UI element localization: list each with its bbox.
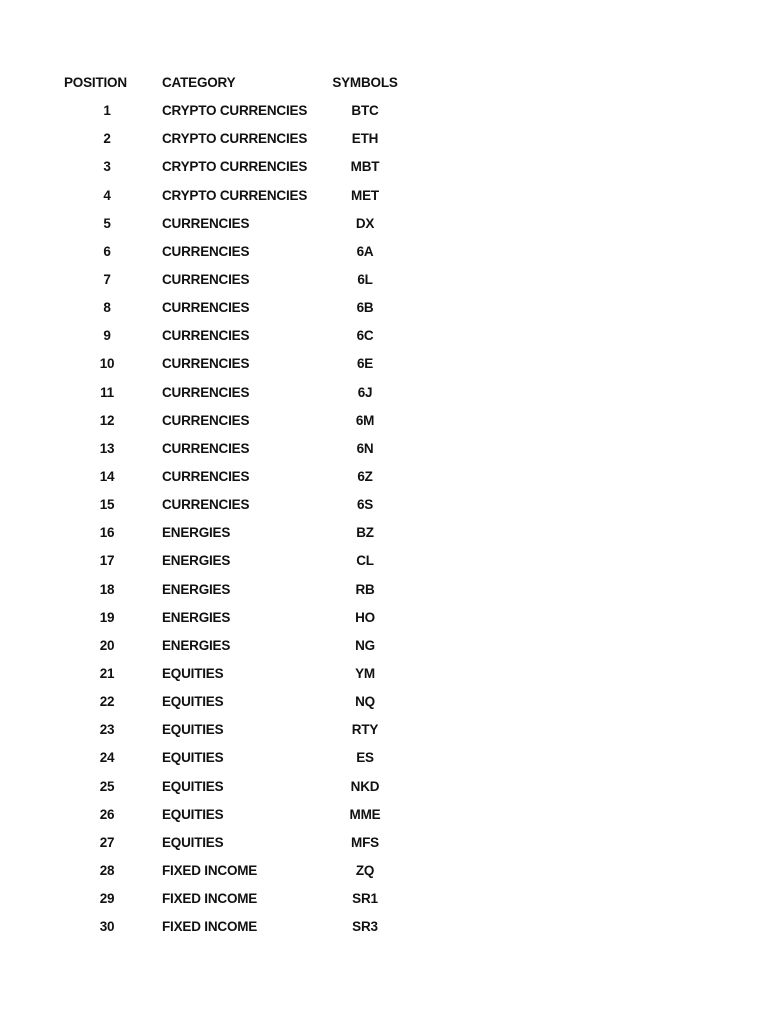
category-cell: CURRENCIES [162,215,250,231]
position-cell: 23 [99,722,115,738]
position-column-header: POSITION [64,75,127,91]
table-row [58,294,400,322]
position-cell: 28 [99,863,115,878]
symbol-cell: 6Z [357,469,373,485]
position-cell: 15 [99,497,115,513]
table-row [58,576,400,604]
table-row [58,913,400,941]
symbol-cell: 6C [356,328,374,344]
table-row [58,857,400,885]
symbol-cell: ETH [351,131,379,147]
category-cell: CRYPTO CURRENCIES [162,131,308,147]
symbol-cell: BTC [351,103,379,119]
category-cell: CURRENCIES [162,412,250,428]
position-cell: 9 [103,328,111,344]
category-cell: EQUITIES [162,834,224,850]
category-cell: EQUITIES [162,778,224,794]
category-cell: ENERGIES [162,525,231,541]
symbol-cell: MFS [351,834,379,850]
category-cell: CRYPTO CURRENCIES [162,187,308,203]
table-row [58,829,400,857]
table-row [58,744,400,772]
symbol-cell: ES [356,750,374,766]
symbol-cell: NQ [355,694,375,710]
position-cell: 25 [99,778,115,794]
header-row [58,69,400,97]
table-row [58,153,400,181]
position-cell: 10 [99,356,115,372]
category-cell: ENERGIES [162,581,231,597]
position-cell: 30 [99,919,115,935]
symbol-cell: SR1 [352,891,378,907]
position-cell: 14 [99,469,115,485]
category-cell: FIXED INCOME [162,919,258,935]
category-cell: CURRENCIES [162,300,250,316]
table-row [58,350,400,378]
table-row [58,210,400,238]
table-row [58,322,400,350]
category-cell: CRYPTO CURRENCIES [162,159,308,175]
category-cell: CURRENCIES [162,272,250,288]
position-cell: 16 [99,525,115,541]
table-row [58,238,400,266]
position-cell: 19 [99,609,115,625]
position-cell: 3 [103,159,111,175]
position-cell: 17 [99,553,115,569]
category-column-header: CATEGORY [162,75,236,91]
category-cell: CURRENCIES [162,384,250,400]
symbol-cell: RB [355,581,375,597]
symbols-column-header: SYMBOLS [332,75,398,91]
category-cell: EQUITIES [162,666,224,682]
symbol-cell: ZQ [355,863,375,878]
table-row [58,660,400,688]
symbol-cell: YM [355,666,375,682]
category-cell: ENERGIES [162,553,231,569]
table-row [58,379,400,407]
symbol-cell: SR3 [352,919,378,935]
category-cell: CURRENCIES [162,356,250,372]
position-cell: 20 [99,637,115,653]
position-cell: 26 [99,806,115,822]
category-cell: ENERGIES [162,637,231,653]
position-cell: 12 [99,412,115,428]
position-cell: 2 [103,131,111,147]
position-cell: 29 [99,891,115,907]
category-cell: CURRENCIES [162,243,250,259]
table-header [58,69,400,97]
category-cell: FIXED INCOME [162,863,258,878]
symbol-cell: CL [356,553,374,569]
table-row [58,519,400,547]
table-row [58,97,400,125]
symbol-cell: HO [355,609,375,625]
symbol-cell: 6N [356,440,374,456]
symbol-cell: MME [349,806,381,822]
category-cell: EQUITIES [162,694,224,710]
category-cell: EQUITIES [162,750,224,766]
table-row [58,463,400,491]
category-cell: CURRENCIES [162,497,250,513]
position-cell: 22 [99,694,115,710]
table-row [58,688,400,716]
category-cell: CURRENCIES [162,469,250,485]
symbol-cell: 6B [356,300,374,316]
position-cell: 24 [99,750,115,766]
table-row [58,632,400,660]
category-cell: CRYPTO CURRENCIES [162,103,308,119]
symbols-table [58,69,400,941]
symbol-cell: NKD [350,778,380,794]
table-row [58,182,400,210]
category-cell: EQUITIES [162,722,224,738]
position-cell: 5 [103,215,111,231]
table-row [58,604,400,632]
symbol-cell: 6A [356,243,374,259]
table-row [58,407,400,435]
category-cell: CURRENCIES [162,440,250,456]
table-row [58,125,400,153]
table-row [58,801,400,829]
table-row [58,716,400,744]
symbol-cell: MBT [350,159,380,175]
symbol-cell: DX [355,215,375,231]
position-cell: 8 [103,300,111,316]
table-row [58,885,400,913]
position-cell: 21 [99,666,115,682]
table-row [58,773,400,801]
category-cell: CURRENCIES [162,328,250,344]
symbol-cell: 6S [356,497,374,513]
position-cell: 27 [99,834,115,850]
symbol-cell: 6J [357,384,373,400]
symbol-cell: NG [355,637,375,653]
position-cell: 11 [100,384,114,400]
symbol-cell: 6M [355,412,375,428]
symbol-cell: RTY [351,722,379,738]
table-row [58,491,400,519]
category-cell: FIXED INCOME [162,891,258,907]
symbol-cell: 6L [357,272,373,288]
table-row [58,266,400,294]
position-cell: 1 [103,103,111,119]
position-cell: 7 [103,272,111,288]
category-cell: ENERGIES [162,609,231,625]
symbol-cell: 6E [356,356,374,372]
symbol-cell: BZ [356,525,374,541]
position-cell: 4 [103,187,111,203]
table-body [58,97,400,941]
position-cell: 6 [103,243,111,259]
table-row [58,547,400,575]
symbol-cell: MET [351,187,379,203]
position-cell: 18 [99,581,115,597]
position-cell: 13 [99,440,115,456]
table-row [58,435,400,463]
category-cell: EQUITIES [162,806,224,822]
